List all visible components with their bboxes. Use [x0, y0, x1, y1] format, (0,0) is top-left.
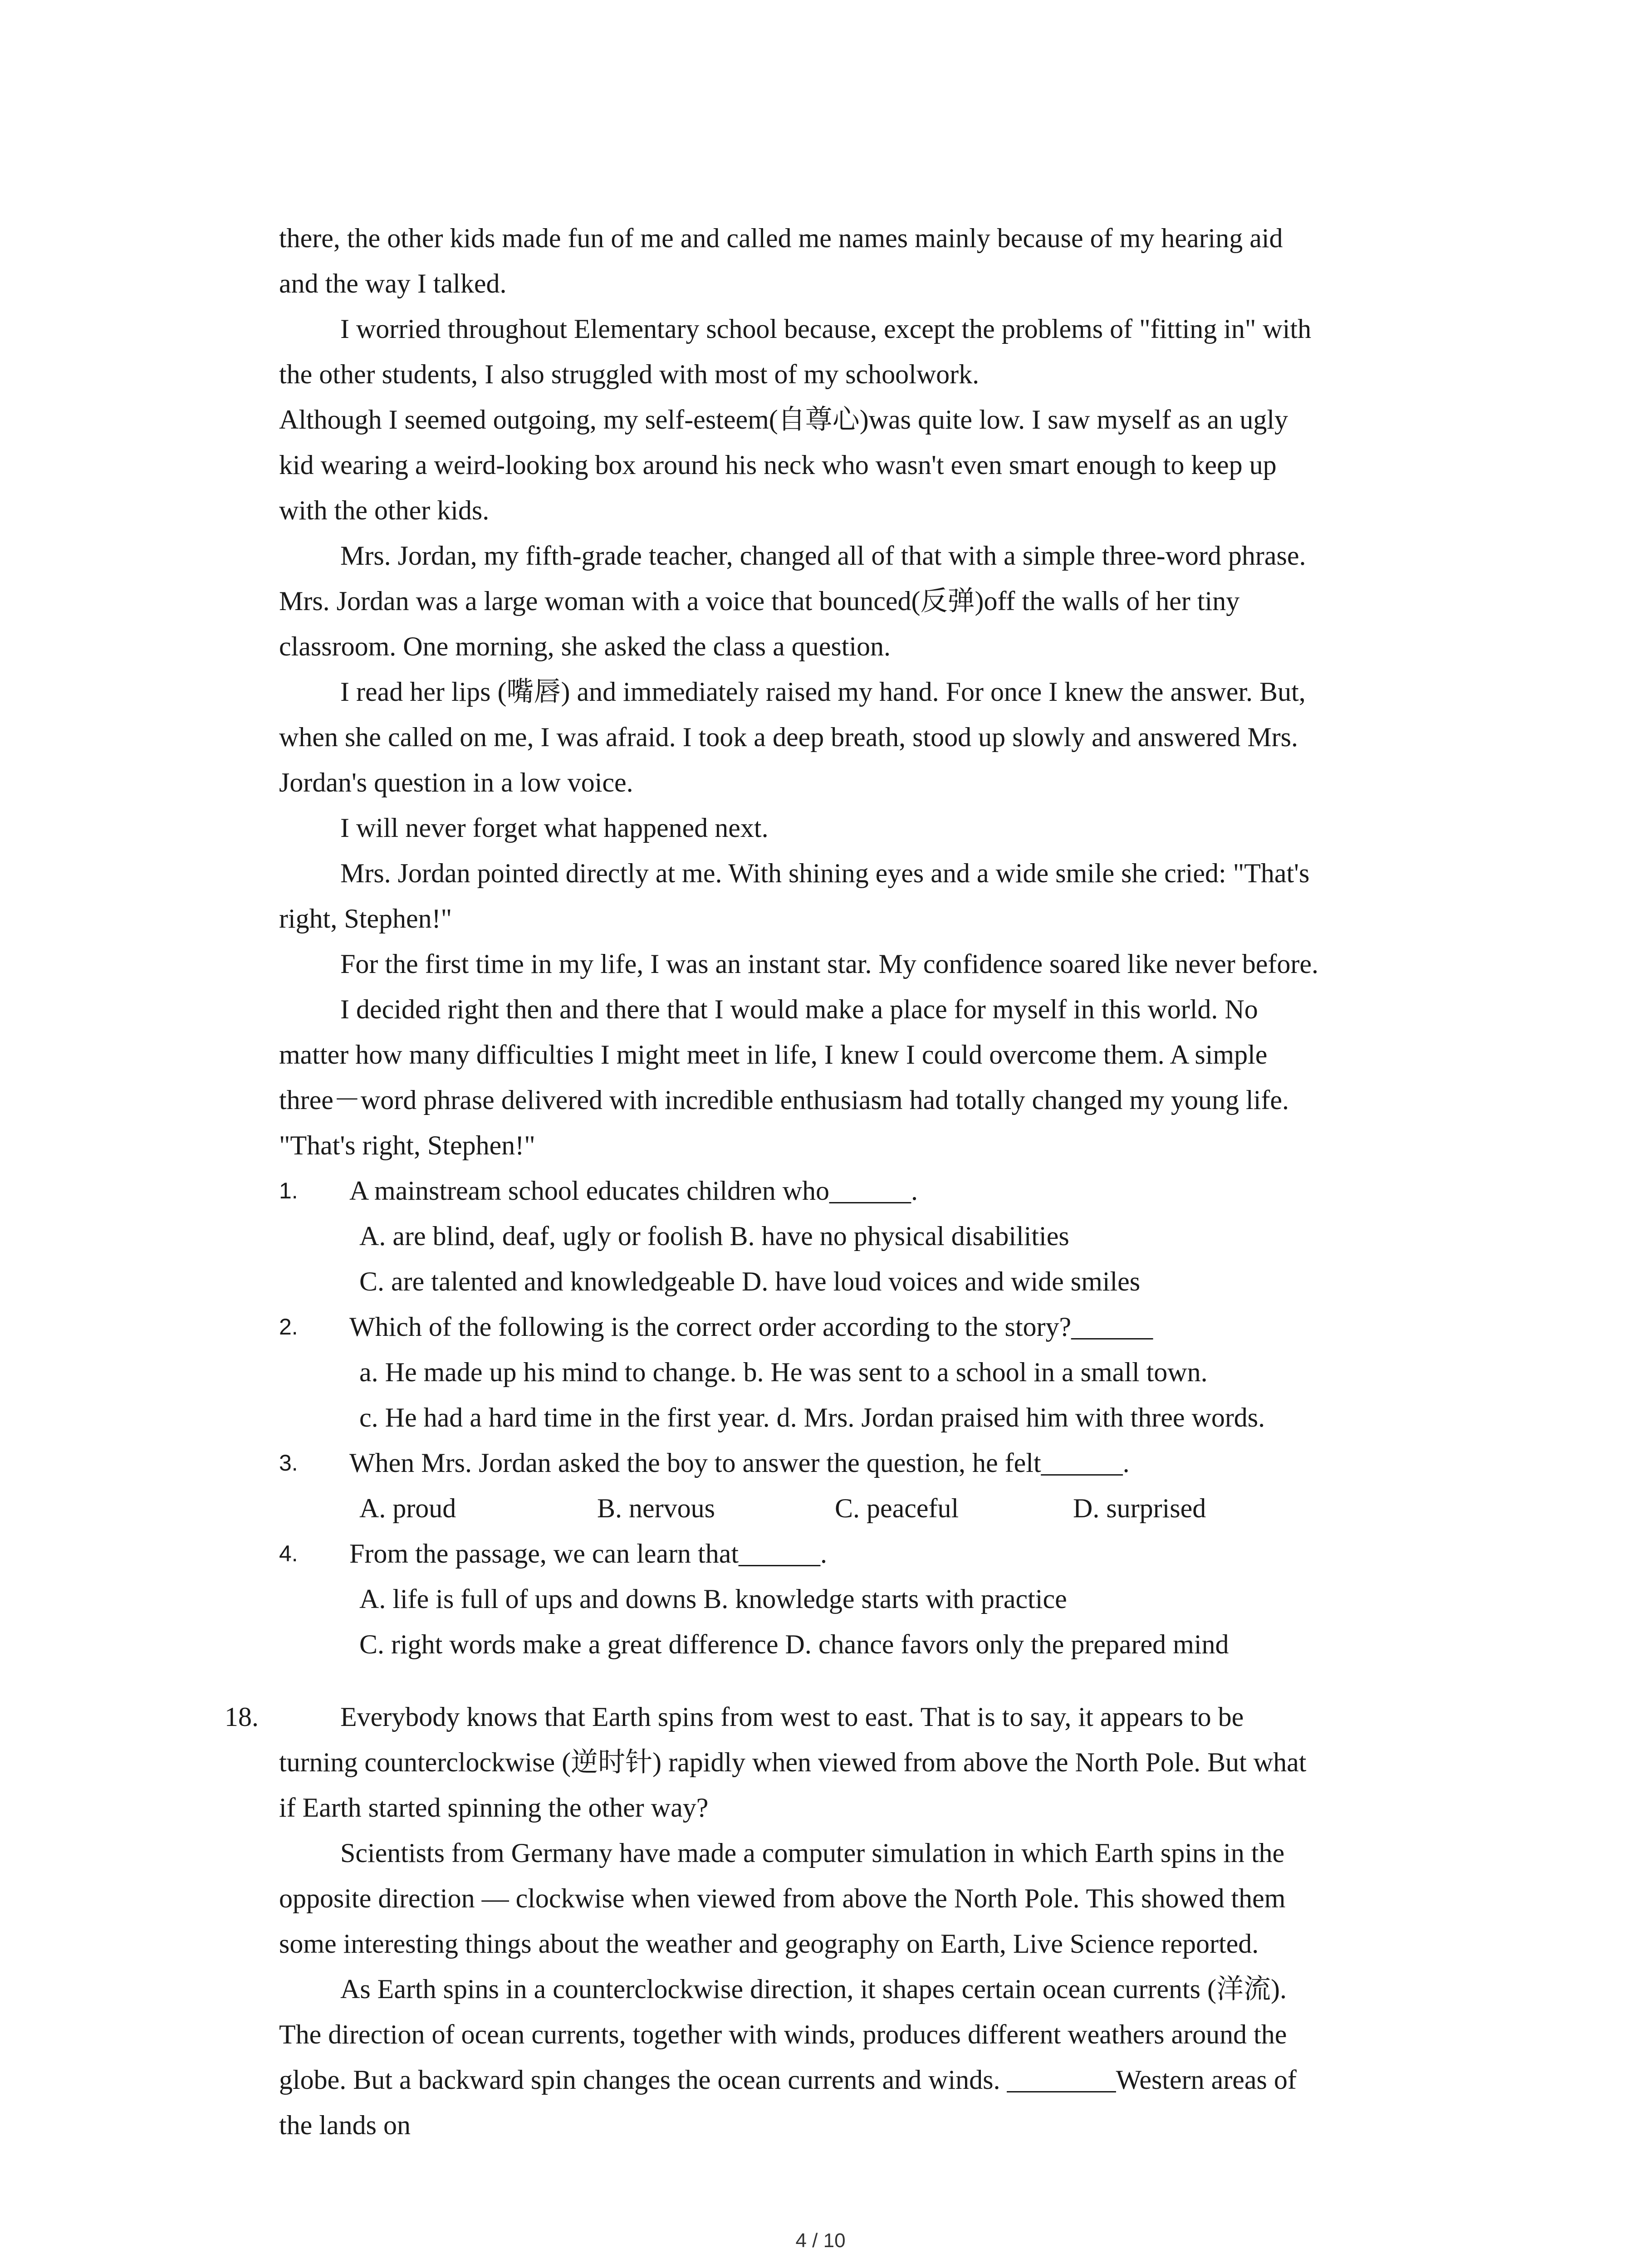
passage-line: matter how many difficulties I might meet in life, I knew I could overcome them. A simple	[279, 1040, 1268, 1070]
question-stem: Which of the following is the correct order according to the story?______	[349, 1312, 1153, 1342]
passage-line: when she called on me, I was afraid. I took a deep breath, stood up slowly and answered Mrs.	[279, 722, 1298, 752]
passage-line: For the first time in my life, I was an instant star. My confidence soared like never before.	[340, 949, 1319, 979]
passage-line: Although I seemed outgoing, my self-esteem(自尊心)was quite low. I saw myself as an ugly	[279, 405, 1288, 435]
passage-line: I worried throughout Elementary school because, except the problems of "fitting in" with	[340, 314, 1312, 344]
question-options: a. He made up his mind to change. b. He was sent to a school in a small town.	[359, 1357, 1208, 1387]
passage-line: three－word phrase delivered with incredible enthusiasm had totally changed my young life.	[279, 1085, 1289, 1115]
passage-line: I will never forget what happened next.	[340, 813, 769, 843]
passage-line: "That's right, Stephen!"	[279, 1130, 535, 1160]
passage-line: some interesting things about the weather and geography on Earth, Live Science reported.	[279, 1929, 1259, 1959]
passage-line: As Earth spins in a counterclockwise direction, it shapes certain ocean currents (洋流).	[340, 1974, 1287, 2004]
passage-line: Scientists from Germany have made a computer simulation in which Earth spins in the	[340, 1838, 1285, 1868]
passage-line: if Earth started spinning the other way?	[279, 1793, 709, 1823]
passage-line: Everybody knows that Earth spins from west to east. That is to say, it appears to be	[340, 1702, 1244, 1732]
question-number: 2.	[279, 1314, 298, 1339]
passage-number: 18.	[225, 1702, 259, 1732]
passage-line: Mrs. Jordan was a large woman with a voice that bounced(反弹)off the walls of her tiny	[279, 586, 1240, 616]
passage-line: right, Stephen!"	[279, 904, 452, 934]
question-number: 1.	[279, 1178, 298, 1203]
passage-line: there, the other kids made fun of me and called me names mainly because of my hearing aid	[279, 223, 1283, 253]
passage-line: I decided right then and there that I would make a place for myself in this world. No	[340, 994, 1258, 1024]
passage-line: and the way I talked.	[279, 269, 507, 298]
passage-line: the lands on	[279, 2110, 411, 2140]
passage-line: Mrs. Jordan, my fifth-grade teacher, changed all of that with a simple three-word phrase.	[340, 541, 1306, 571]
passage-line: Jordan's question in a low voice.	[279, 767, 633, 797]
question-options: C. are talented and knowledgeable D. have loud voices and wide smiles	[359, 1266, 1141, 1296]
passage-line: The direction of ocean currents, together with winds, produces different weathers around the	[279, 2019, 1287, 2049]
passage-line: with the other kids.	[279, 495, 490, 525]
passage-line: I read her lips (嘴唇) and immediately raised my hand. For once I knew the answer. But,	[340, 677, 1306, 707]
question-options: A. life is full of ups and downs B. knowledge starts with practice	[359, 1584, 1067, 1614]
question-options: A. are blind, deaf, ugly or foolish B. have no physical disabilities	[359, 1221, 1069, 1251]
passage-line: the other students, I also struggled with most of my schoolwork.	[279, 359, 980, 389]
choice-d: D. surprised	[1073, 1493, 1206, 1523]
question-number: 4.	[279, 1541, 298, 1566]
passage-line: classroom. One morning, she asked the class a question.	[279, 631, 891, 661]
passage-line: opposite direction — clockwise when viewed from above the North Pole. This showed them	[279, 1883, 1286, 1913]
passage-line: kid wearing a weird-looking box around his neck who wasn't even smart enough to keep up	[279, 450, 1277, 480]
question-options: C. right words make a great difference D. chance favors only the prepared mind	[359, 1629, 1229, 1659]
passage-line: turning counterclockwise (逆时针) rapidly when viewed from above the North Pole. But what	[279, 1747, 1307, 1777]
choice-b: B. nervous	[597, 1493, 715, 1523]
page-number: 4 / 10	[795, 2229, 846, 2252]
choice-c: C. peaceful	[835, 1493, 959, 1523]
question-stem: When Mrs. Jordan asked the boy to answer the question, he felt______.	[349, 1448, 1130, 1478]
question-stem: A mainstream school educates children who______.	[349, 1176, 918, 1206]
passage-line: globe. But a backward spin changes the ocean currents and winds. ________Western areas of	[279, 2065, 1297, 2095]
question-number: 3.	[279, 1450, 298, 1476]
choice-a: A. proud	[359, 1493, 456, 1523]
passage-line: Mrs. Jordan pointed directly at me. With shining eyes and a wide smile she cried: "That's	[340, 858, 1310, 888]
question-options: c. He had a hard time in the first year. d. Mrs. Jordan praised him with three words.	[359, 1403, 1265, 1432]
question-stem: From the passage, we can learn that______.	[349, 1539, 828, 1569]
